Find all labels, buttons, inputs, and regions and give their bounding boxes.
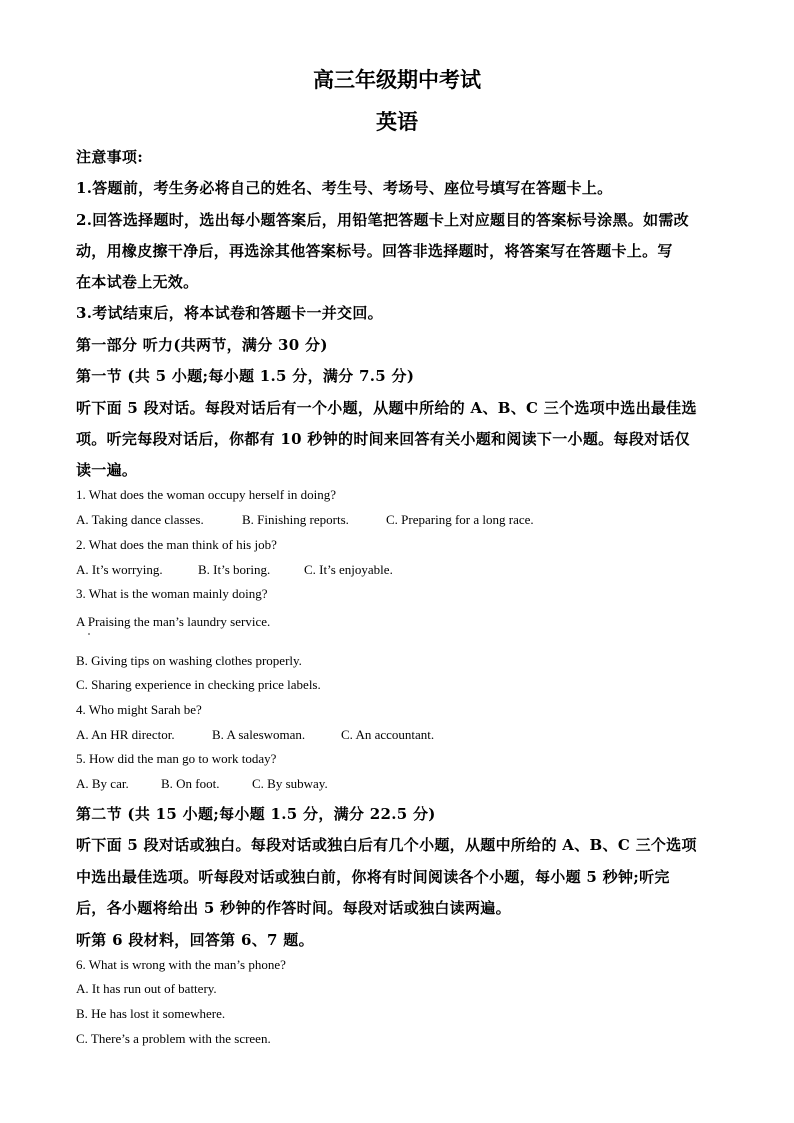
- question-5-option-b: B. On foot.: [161, 776, 220, 791]
- question-5-stem: 5. How did the man go to work today?: [76, 751, 277, 766]
- question-2-option-a: A. It’s worrying.: [76, 562, 163, 577]
- question-3-stem: 3. What is the woman mainly doing?: [76, 586, 268, 601]
- question-6-option-a: A. It has run out of battery.: [76, 981, 217, 996]
- stray-dot: [88, 633, 90, 635]
- question-2-option-b: B. It’s boring.: [198, 562, 271, 577]
- note-item-2-line-2: 动，用橡皮擦干净后，再选涂其他答案标号。回答非选择题时，将答案写在答题卡上。写: [76, 242, 673, 260]
- question-4-option-b: B. A saleswoman.: [212, 727, 306, 742]
- section1-instructions-line-2: 项。听完每段对话后，你都有 10 秒钟的时间来回答有关小题和阅读下一小题。每段对话仅: [76, 430, 690, 448]
- question-5-option-a: A. By car.: [76, 776, 129, 791]
- question-4-option-a: A. An HR director.: [76, 727, 175, 742]
- question-6-option-b: B. He has lost it somewhere.: [76, 1006, 226, 1021]
- section2-heading: 第二节 (共 15 小题;每小题 1.5 分，满分 22.5 分): [76, 805, 436, 823]
- note-item-2-line-1: 2.回答选择题时，选出每小题答案后，用铅笔把答题卡上对应题目的答案标号涂黑。如需改: [76, 211, 689, 229]
- question-5-option-c: C. By subway.: [252, 776, 328, 791]
- section2-instructions-line-3: 后，各小题将给出 5 秒钟的作答时间。每段对话或独白读两遍。: [76, 899, 511, 917]
- section2-instructions-line-2: 中选出最佳选项。听每段对话或独白前，你将有时间阅读各个小题，每小题 5 秒钟;听完: [76, 868, 670, 886]
- question-3-option-c: C. Sharing experience in checking price labels.: [76, 677, 321, 692]
- part1-heading: 第一部分 听力(共两节，满分 30 分): [76, 336, 328, 354]
- question-1-options: [76, 512, 534, 528]
- question-2-option-c: C. It’s enjoyable.: [304, 562, 393, 577]
- section1-heading: 第一节 (共 5 小题;每小题 1.5 分，满分 7.5 分): [76, 367, 415, 385]
- question-3-option-b: B. Giving tips on washing clothes properly.: [76, 653, 302, 668]
- note-item-3: 3.考试结束后，将本试卷和答题卡一并交回。: [76, 304, 383, 322]
- question-1-stem: 1. What does the woman occupy herself in doing?: [76, 487, 337, 502]
- question-2-stem: 2. What does the man think of his job?: [76, 537, 277, 552]
- note-item-2-line-3: 在本试卷上无效。: [76, 273, 199, 291]
- question-1-option-c: C. Preparing for a long race.: [386, 512, 534, 527]
- material-6-heading: 听第 6 段材料，回答第 6、7 题。: [76, 931, 314, 949]
- note-item-1: 1.答题前，考生务必将自己的姓名、考生号、考场号、座位号填写在答题卡上。: [76, 179, 613, 197]
- notes-heading: 注意事项:: [76, 148, 144, 166]
- question-6-option-c: C. There’s a problem with the screen.: [76, 1031, 271, 1046]
- question-5-options: [76, 776, 328, 792]
- exam-title: 高三年级期中考试: [313, 67, 481, 92]
- question-4-options: [76, 727, 434, 743]
- question-4-stem: 4. Who might Sarah be?: [76, 702, 202, 717]
- exam-subject: 英语: [376, 109, 418, 134]
- question-1-option-b: B. Finishing reports.: [242, 512, 349, 527]
- section1-instructions-line-1: 听下面 5 段对话。每段对话后有一个小题，从题中所给的 A、B、C 三个选项中选出最佳选: [76, 399, 697, 417]
- question-4-option-c: C. An accountant.: [341, 727, 435, 742]
- section1-instructions-line-3: 读一遍。: [76, 461, 138, 479]
- question-2-options: [76, 562, 393, 578]
- question-1-option-a: A. Taking dance classes.: [76, 512, 204, 527]
- question-3-option-a: A Praising the man’s laundry service.: [76, 614, 271, 629]
- question-6-stem: 6. What is wrong with the man’s phone?: [76, 957, 286, 972]
- section2-instructions-line-1: 听下面 5 段对话或独白。每段对话或独白后有几个小题，从题中所给的 A、B、C 三个选项: [76, 836, 697, 854]
